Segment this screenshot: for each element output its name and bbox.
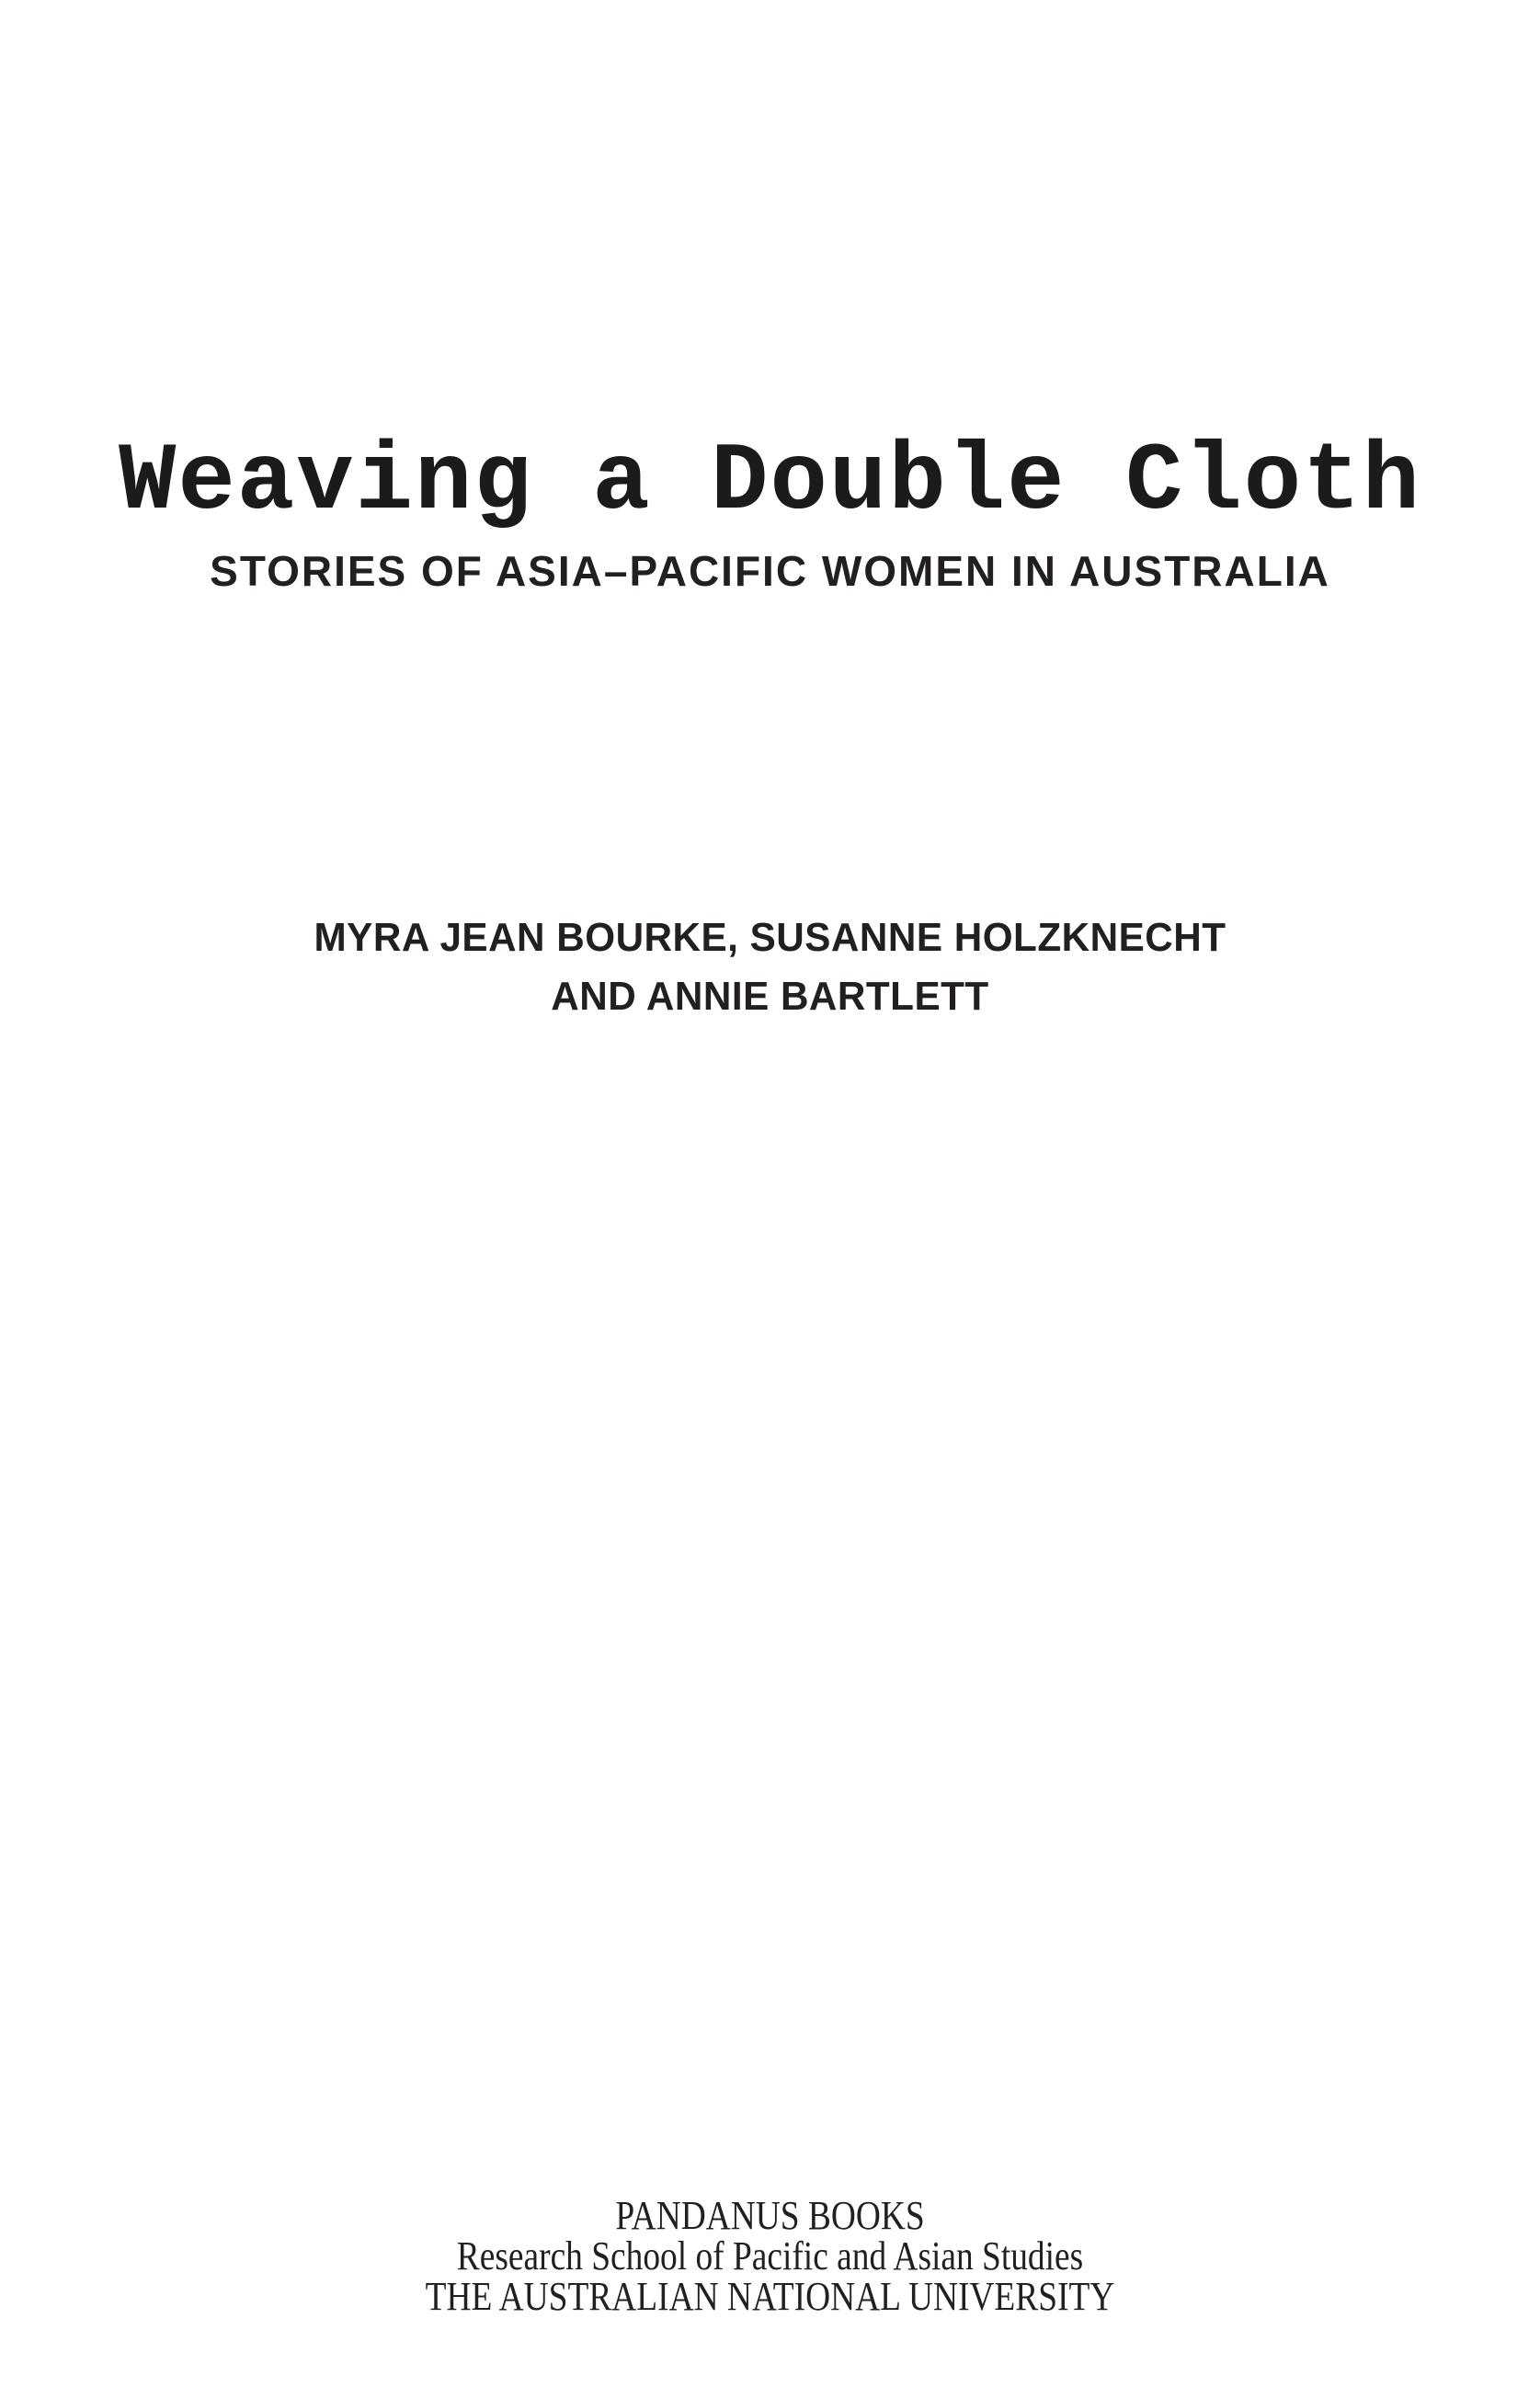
book-title: Weaving a Double Cloth [118,428,1422,537]
authors-block [0,908,1540,1026]
publisher-name: PANDANUS BOOKS [615,2193,925,2238]
publisher-school: Research School of Pacific and Asian Studies [456,2233,1084,2278]
authors-line-1: MYRA JEAN BOURKE, SUSANNE HOLZKNECHT [314,915,1226,960]
authors-line-2: AND ANNIE BARTLETT [551,974,989,1019]
publisher-block [0,2193,1540,2319]
book-subtitle: STORIES OF ASIA–PACIFIC WOMEN IN AUSTRALIA [210,547,1330,596]
publisher-university: THE AUSTRALIAN NATIONAL UNIVERSITY [425,2274,1115,2319]
